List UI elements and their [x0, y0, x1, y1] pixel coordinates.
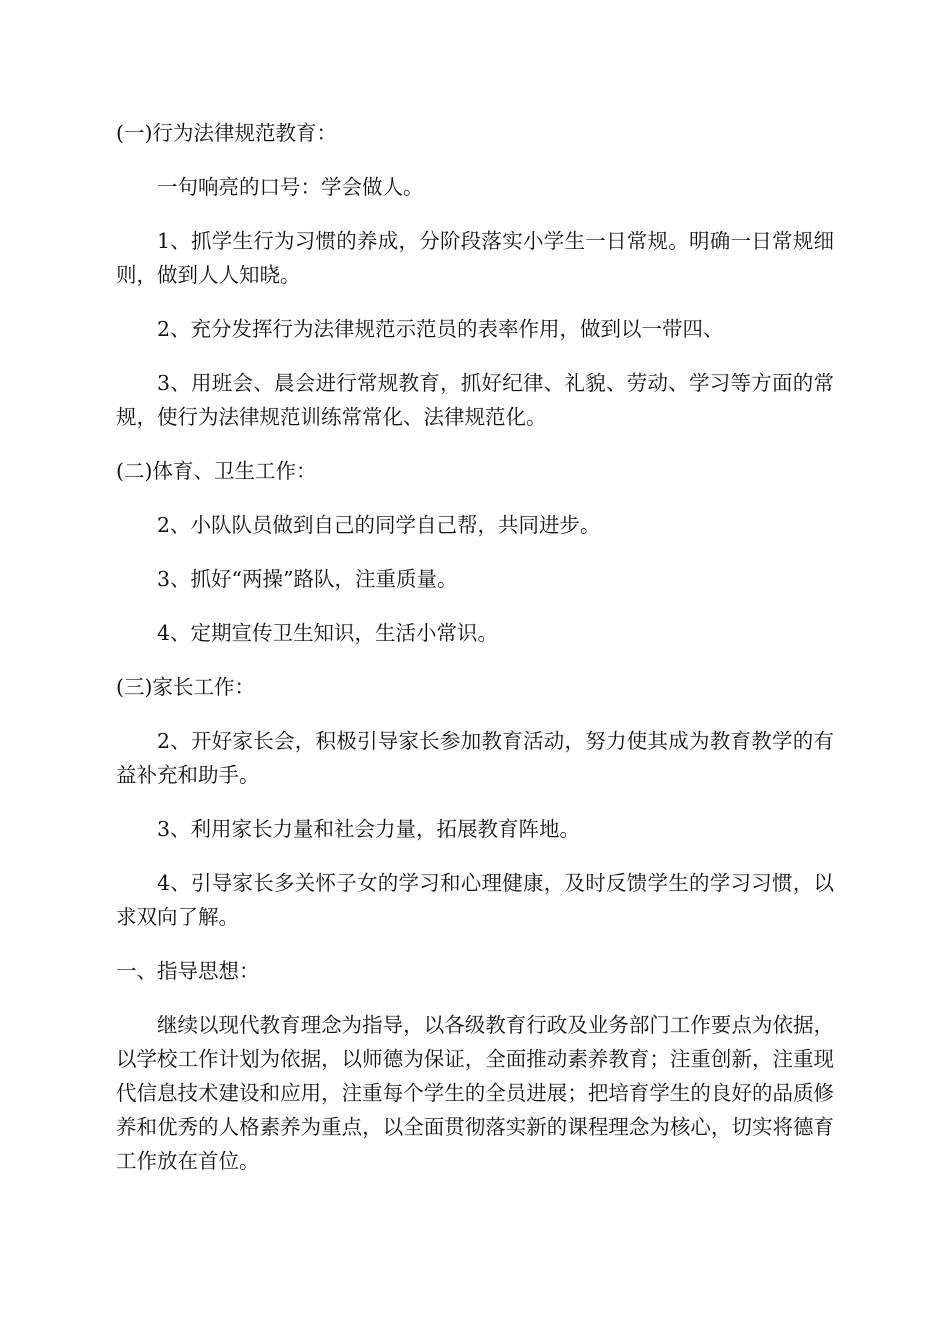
- paragraph-slogan: 一句响亮的口号：学会做人。: [157, 175, 424, 199]
- paragraph-item-3-exercises: 3、抓好“两操”路队，注重质量。: [157, 567, 458, 591]
- section-heading-guiding-ideology: 一、指导思想：: [116, 959, 260, 983]
- paragraph-item-4-hygiene-knowledge: 4、定期宣传卫生知识，生活小常识。: [157, 621, 499, 645]
- section-heading-parents-work: (三)家长工作：: [116, 675, 255, 699]
- paragraph-item-2-mutual-help: 2、小队队员做到自己的同学自己帮，共同进步。: [157, 513, 601, 537]
- paragraph-item-3-class-meetings: 3、用班会、晨会进行常规教育，抓好纪律、礼貌、劳动、学习等方面的常规，使行为法律规范训练常常化、法律规范化。: [116, 371, 834, 429]
- section-heading-behavior-norms: (一)行为法律规范教育：: [116, 121, 337, 145]
- paragraph-item-2-role-model: 2、充分发挥行为法律规范示范员的表率作用，做到以一带四、: [157, 317, 724, 341]
- paragraph-guiding-ideology-body: 继续以现代教育理念为指导，以各级教育行政及业务部门工作要点为依据，以学校工作计划为依据，以师德为保证，全面推动素养教育；注重创新，注重现代信息技术建设和应用，注重每个学生的全员进展；把培育学生的良好的品质修养和优秀的人格素养为重点，以全面贯彻落实新的课程理念为核心，切实将德育工作放在首位。: [116, 1013, 834, 1173]
- paragraph-item-3-community: 3、利用家长力量和社会力量，拓展教育阵地。: [157, 817, 581, 841]
- section-heading-sports-hygiene: (二)体育、卫生工作：: [116, 459, 317, 483]
- paragraph-item-4-feedback: 4、引导家长多关怀子女的学习和心理健康，及时反馈学生的学习习惯，以求双向了解。: [116, 871, 834, 929]
- paragraph-item-2-parent-meeting: 2、开好家长会，积极引导家长参加教育活动，努力使其成为教育教学的有益补充和助手。: [116, 729, 834, 787]
- document-body: [116, 110, 834, 1192]
- paragraph-item-1-habits: 1、抓学生行为习惯的养成，分阶段落实小学生一日常规。明确一日常规细则，做到人人知晓。: [116, 229, 834, 287]
